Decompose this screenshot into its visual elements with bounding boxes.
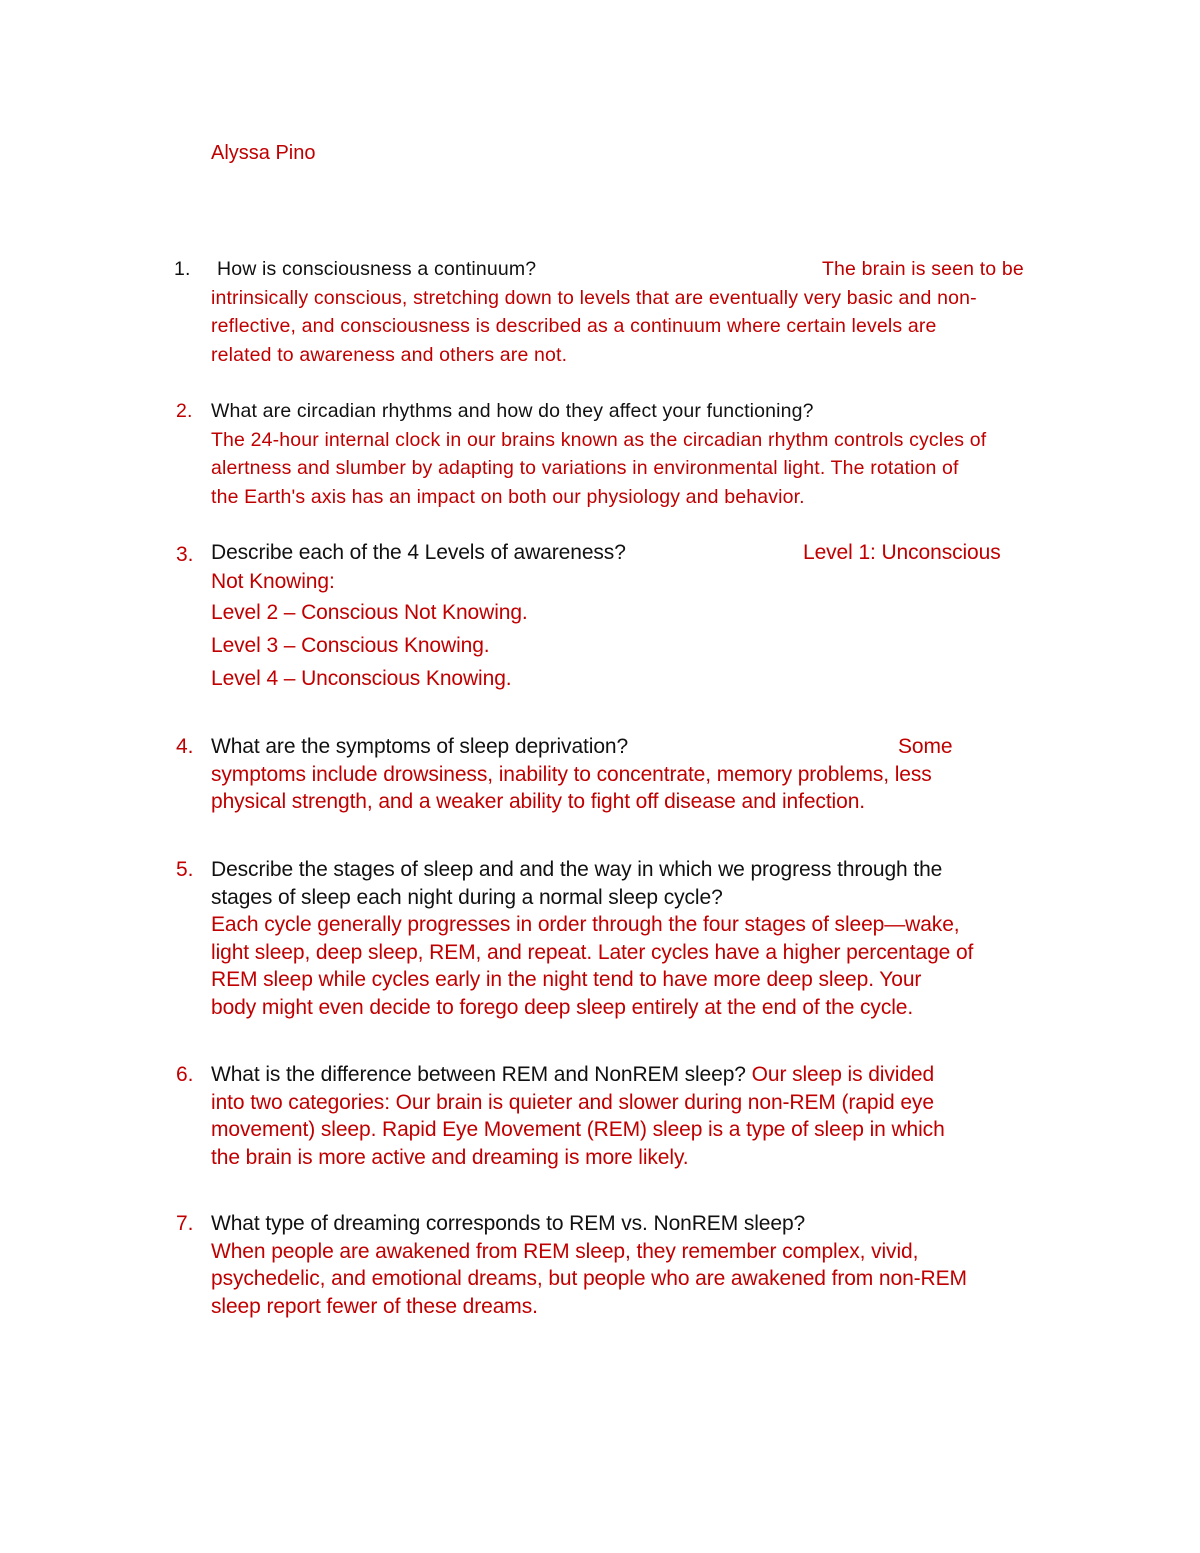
answer-line: movement) sleep. Rapid Eye Movement (REM) sleep is a type of sleep in which [211, 1118, 945, 1141]
answer-line: Level 2 – Conscious Not Knowing. [211, 601, 528, 624]
question-text: Describe each of the 4 Levels of awareness? [211, 541, 626, 564]
question-4 [170, 733, 1070, 816]
answer-line: intrinsically conscious, stretching down to levels that are eventually very basic and non- [211, 286, 977, 309]
question-2 [170, 397, 1070, 511]
answer-line: reflective, and consciousness is described as a continuum where certain levels are [211, 315, 937, 337]
answer-line: The 24-hour internal clock in our brains known as the circadian rhythm controls cycles of [211, 428, 987, 451]
question-number: 3. [176, 543, 194, 566]
answer-line: Our sleep is divided [751, 1063, 935, 1086]
question-number: 4. [176, 735, 194, 758]
answer-line: light sleep, deep sleep, REM, and repeat. Later cycles have a higher percentage of [211, 940, 974, 964]
answer-line: The brain is seen to be [822, 258, 1024, 280]
answer-line: psychedelic, and emotional dreams, but people who are awakened from non-REM [211, 1267, 967, 1290]
author-name: Alyssa Pino [211, 142, 316, 164]
answer-line: related to awareness and others are not. [211, 343, 568, 366]
answer-line: the brain is more active and dreaming is more likely. [211, 1145, 689, 1169]
question-text: How is consciousness a continuum? [217, 258, 537, 280]
question-3 [170, 538, 1070, 695]
question-number: 7. [176, 1212, 194, 1235]
answer-line: Not Knowing: [211, 570, 335, 593]
question-6 [170, 1061, 1070, 1171]
question-text: stages of sleep each night during a normal sleep cycle? [211, 885, 723, 909]
question-text: What type of dreaming corresponds to REM vs. NonREM sleep? [211, 1212, 806, 1235]
answer-line: symptoms include drowsiness, inability to concentrate, memory problems, less [211, 762, 932, 786]
answer-line: Level 1: Unconscious [803, 541, 1001, 564]
answer-line: alertness and slumber by adapting to variations in environmental light. The rotation of [211, 457, 959, 479]
question-text: What is the difference between REM and NonREM sleep? [211, 1063, 746, 1086]
answer-line: physical strength, and a weaker ability to fight off disease and infection. [211, 790, 866, 813]
question-5 [170, 856, 1070, 1021]
question-text: Describe the stages of sleep and and the way in which we progress through the [211, 858, 943, 881]
answer-line: When people are awakened from REM sleep, they remember complex, vivid, [211, 1239, 919, 1263]
question-text: What are the symptoms of sleep deprivation? [211, 735, 629, 758]
answer-line: Some [898, 735, 953, 758]
question-number: 6. [176, 1063, 194, 1086]
answer-line: the Earth's axis has an impact on both our physiology and behavior. [211, 485, 805, 508]
question-number: 2. [176, 400, 193, 422]
answer-line: Each cycle generally progresses in order through the four stages of sleep—wake, [211, 913, 960, 936]
question-7 [170, 1210, 1070, 1320]
answer-line: Level 4 – Unconscious Knowing. [211, 667, 512, 690]
answer-line: Level 3 – Conscious Knowing. [211, 634, 490, 657]
question-number: 1. [174, 258, 191, 280]
answer-line: REM sleep while cycles early in the night tend to have more deep sleep. Your [211, 968, 922, 991]
question-1 [170, 255, 1070, 369]
question-number: 5. [176, 858, 194, 881]
answer-line: sleep report fewer of these dreams. [211, 1294, 538, 1318]
question-text: What are circadian rhythms and how do they affect your functioning? [211, 400, 814, 422]
answer-line: into two categories: Our brain is quieter and slower during non-REM (rapid eye [211, 1090, 934, 1114]
answer-line: body might even decide to forego deep sleep entirely at the end of the cycle. [211, 995, 914, 1019]
